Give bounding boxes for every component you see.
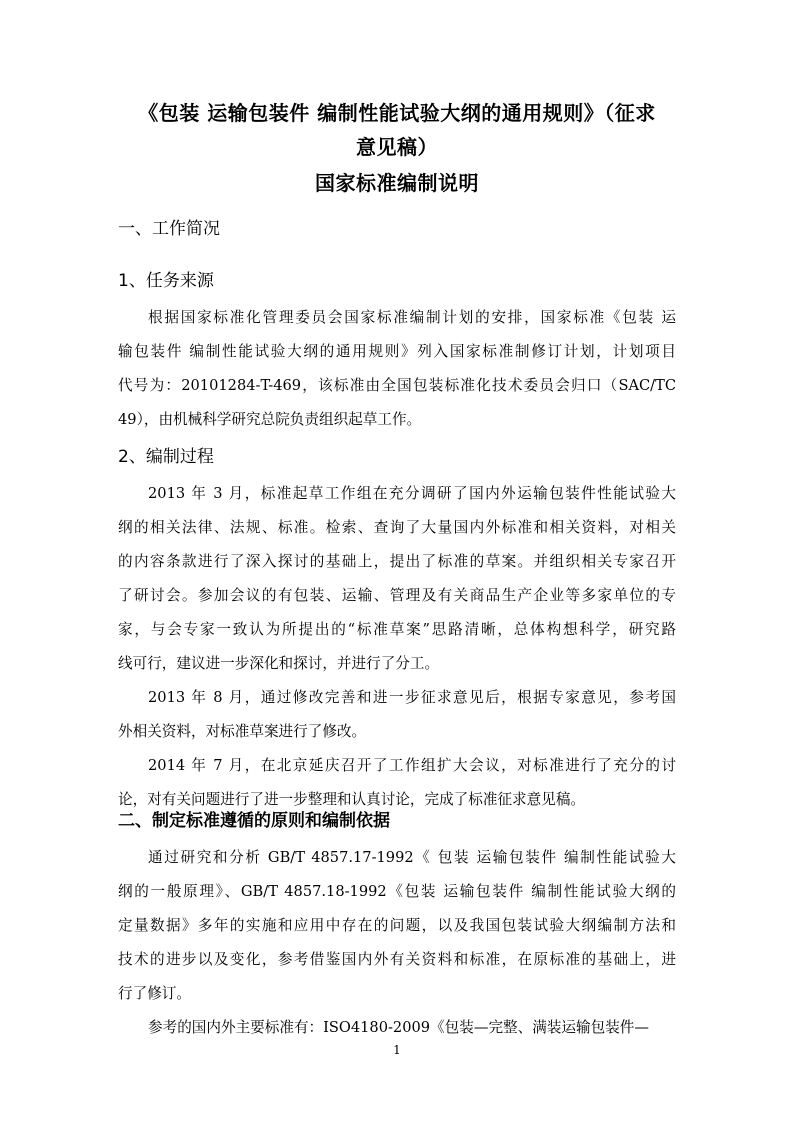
paragraph-line: 的内容条款进行了深入探讨的基础上，提出了标准的草案。并组织相关专家召开: [118, 553, 676, 570]
paragraph-line: 49），由机械科学研究总院负责组织起草工作。: [118, 411, 422, 428]
paragraph-line: 技术的进步以及变化，参考借鉴国内外有关资料和标准，在原标准的基础上，进: [118, 951, 676, 968]
paragraph-principles-2: [118, 1011, 676, 1045]
paragraph-task-source: [118, 301, 676, 437]
paragraph-line: 参考的国内外主要标准有：ISO4180-2009《包装—完整、满装运输包装件—: [148, 1019, 649, 1036]
paragraph-line: 行了修订。: [118, 985, 191, 1002]
paragraph-principles-1: [118, 841, 676, 1011]
paragraph-drafting-process-2: [118, 681, 676, 749]
paragraph-line: 线可行，建议进一步深化和探讨，并进行了分工。: [118, 655, 440, 672]
section-heading-work-overview: 一、工作简况: [118, 219, 220, 239]
document-subtitle: 国家标准编制说明: [315, 171, 479, 195]
paragraph-line: 定量数据》多年的实施和应用中存在的问题，以及我国包装试验大纲编制方法和: [118, 917, 676, 934]
section-heading-principles: 二、制定标准遵循的原则和编制依据: [118, 811, 390, 831]
paragraph-line: 纲的一般原理》、GB/T 4857.18-1992《包装 运输包装件 编制性能试验大纲的: [118, 883, 676, 900]
paragraph-line: 家，与会专家一致认为所提出的“标准草案”思路清晰，总体构想科学，研究路: [118, 621, 676, 638]
subsection-heading-task-source: 1、任务来源: [118, 271, 214, 291]
paragraph-line: 了研讨会。参加会议的有包装、运输、管理及有关商品生产企业等多家单位的专: [118, 587, 676, 604]
paragraph-line: 2014 年 7 月，在北京延庆召开了工作组扩大会议，对标准进行了充分的讨: [148, 757, 676, 774]
document-title-line-2: 意见稿）: [356, 135, 438, 159]
paragraph-line: 2013 年 8 月，通过修改完善和进一步征求意见后，根据专家意见，参考国: [148, 689, 676, 706]
paragraph-drafting-process-3: [118, 749, 676, 817]
paragraph-line: 纲的相关法律、法规、标准。检索、查询了大量国内外标准和相关资料，对相关: [118, 519, 676, 536]
paragraph-line: 输包装件 编制性能试验大纲的通用规则》列入国家标准制修订计划，计划项目: [118, 343, 676, 360]
document-title-line-1: 《包装 运输包装件 编制性能试验大纲的通用规则》（征求: [138, 101, 656, 125]
paragraph-drafting-process-1: [118, 477, 676, 681]
paragraph-line: 外相关资料，对标准草案进行了修改。: [118, 723, 367, 740]
subsection-heading-drafting-process: 2、编制过程: [118, 447, 214, 467]
page-number: 1: [393, 1043, 401, 1057]
paragraph-line: 代号为：20101284-T-469，该标准由全国包装标准化技术委员会归口（SAC/TC: [118, 377, 676, 394]
paragraph-line: 根据国家标准化管理委员会国家标准编制计划的安排，国家标准《包装 运: [148, 309, 676, 326]
paragraph-line: 论，对有关问题进行了进一步整理和认真讨论，完成了标准征求意见稿。: [118, 791, 586, 808]
paragraph-line: 通过研究和分析 GB/T 4857.17-1992《 包装 运输包装件 编制性能试验大: [148, 849, 676, 866]
paragraph-line: 2013 年 3 月，标准起草工作组在充分调研了国内外运输包装件性能试验大: [148, 485, 676, 502]
